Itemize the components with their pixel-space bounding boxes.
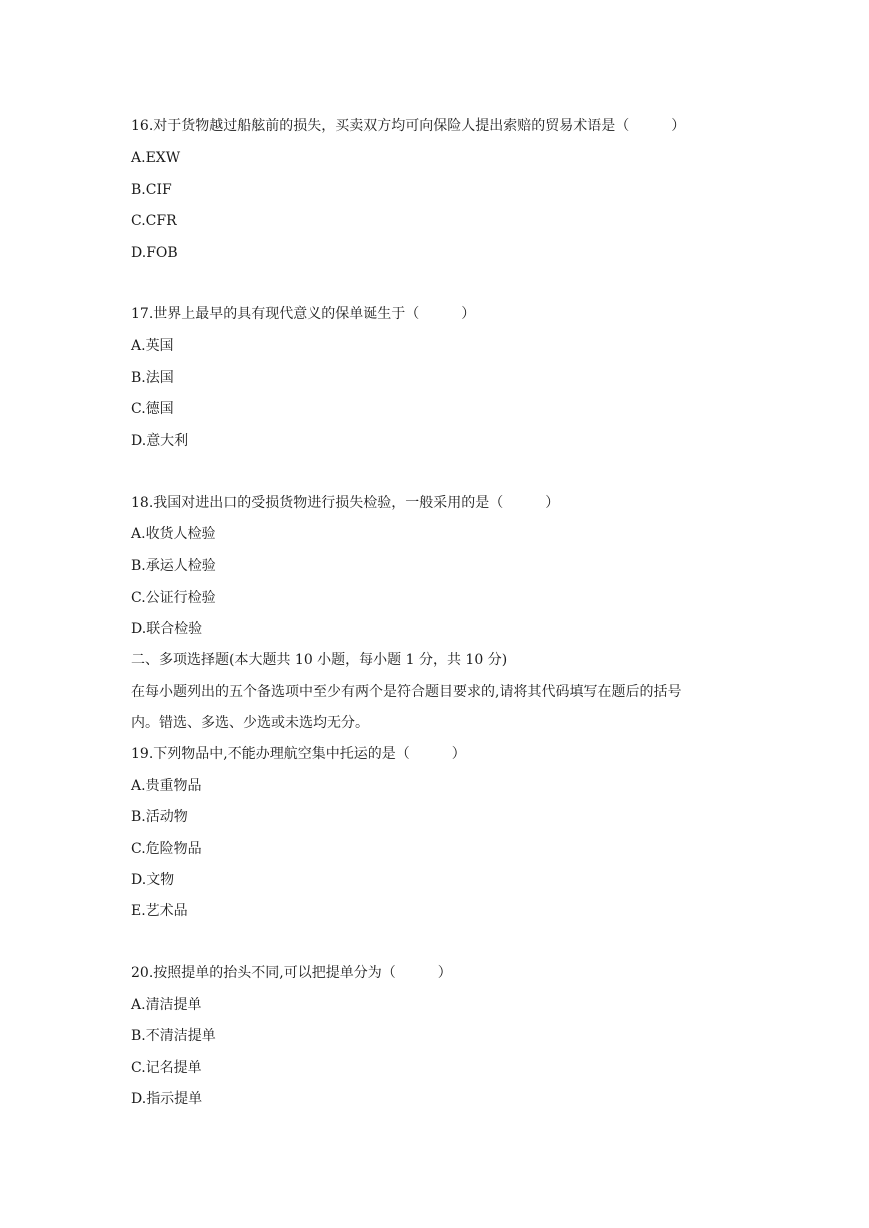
question-text: 下列物品中,不能办理航空集中托运的是（ xyxy=(153,746,410,762)
option-text: EXW xyxy=(145,150,181,166)
option-18-b xyxy=(131,557,216,575)
option-text: 德国 xyxy=(145,401,174,417)
section-heading: 二、多项选择题(本大题共 10 小题，每小题 1 分，共 10 分) xyxy=(131,652,508,668)
question-number: 19. xyxy=(131,746,154,762)
option-18-d xyxy=(131,620,202,638)
option-text: 英国 xyxy=(145,338,174,354)
section-instructions-line-1: 在每小题列出的五个备选项中至少有两个是符合题目要求的,请将其代码填写在题后的括号 xyxy=(131,684,682,700)
option-20-b xyxy=(131,1027,216,1045)
section-instructions-line-2: 内。错选、多选、少选或未选均无分。 xyxy=(131,715,369,731)
question-17-stem xyxy=(131,305,475,323)
option-17-c xyxy=(131,400,174,418)
option-19-d xyxy=(131,871,174,889)
option-letter: C. xyxy=(131,841,146,857)
option-letter: D. xyxy=(131,1091,147,1107)
option-letter: B. xyxy=(131,558,146,574)
question-number: 17. xyxy=(131,306,154,322)
option-letter: C. xyxy=(131,590,146,606)
option-text: 贵重物品 xyxy=(145,778,202,794)
blank-close: ） xyxy=(671,118,686,134)
option-letter: C. xyxy=(131,213,146,229)
question-number: 20. xyxy=(131,965,154,981)
option-letter: A. xyxy=(131,526,146,542)
option-letter: A. xyxy=(131,150,146,166)
option-text: 指示提单 xyxy=(146,1091,203,1107)
option-letter: B. xyxy=(131,182,146,198)
option-letter: D. xyxy=(131,245,147,261)
option-text: 活动物 xyxy=(145,809,188,825)
option-17-a xyxy=(131,337,174,355)
option-text: 意大利 xyxy=(146,433,189,449)
option-18-a xyxy=(131,525,216,543)
option-16-d xyxy=(131,244,178,262)
blank-close: ） xyxy=(461,306,476,322)
option-letter: A. xyxy=(131,338,146,354)
option-16-b xyxy=(131,181,172,199)
option-text: 法国 xyxy=(145,370,174,386)
option-18-c xyxy=(131,589,216,607)
option-20-c xyxy=(131,1059,202,1077)
question-20-stem xyxy=(131,964,452,982)
question-16-stem xyxy=(131,117,685,135)
question-text: 我国对进出口的受损货物进行损失检验，一般采用的是（ xyxy=(153,495,504,511)
option-text: 收货人检验 xyxy=(145,526,216,542)
option-text: 公证行检验 xyxy=(145,590,216,606)
option-20-d xyxy=(131,1090,202,1108)
option-19-e xyxy=(131,902,188,920)
option-17-b xyxy=(131,369,174,387)
question-19-stem xyxy=(131,745,466,763)
option-letter: B. xyxy=(131,1028,146,1044)
option-text: 记名提单 xyxy=(145,1060,202,1076)
option-text: 清洁提单 xyxy=(145,997,202,1013)
question-text: 世界上最早的具有现代意义的保单诞生于（ xyxy=(153,306,420,322)
option-letter: E. xyxy=(131,903,146,919)
option-letter: C. xyxy=(131,401,146,417)
option-letter: D. xyxy=(131,872,147,888)
option-text: CFR xyxy=(145,213,177,229)
option-text: 联合检验 xyxy=(146,621,203,637)
option-text: 危险物品 xyxy=(145,841,202,857)
option-16-c xyxy=(131,212,177,230)
question-number: 16. xyxy=(131,118,154,134)
blank-close: ） xyxy=(545,495,560,511)
option-19-b xyxy=(131,808,188,826)
option-text: CIF xyxy=(145,182,172,198)
option-text: 不清洁提单 xyxy=(145,1028,216,1044)
option-letter: A. xyxy=(131,778,146,794)
option-letter: B. xyxy=(131,370,146,386)
option-text: 文物 xyxy=(146,872,175,888)
option-text: 艺术品 xyxy=(145,903,188,919)
blank-close: ） xyxy=(437,965,452,981)
option-letter: D. xyxy=(131,433,147,449)
option-letter: D. xyxy=(131,621,147,637)
option-text: 承运人检验 xyxy=(145,558,216,574)
option-19-c xyxy=(131,840,202,858)
option-16-a xyxy=(131,149,180,167)
option-letter: A. xyxy=(131,997,146,1013)
question-number: 18. xyxy=(131,495,154,511)
question-text: 按照提单的抬头不同,可以把提单分为（ xyxy=(153,965,396,981)
question-18-stem xyxy=(131,494,559,512)
option-letter: C. xyxy=(131,1060,146,1076)
option-19-a xyxy=(131,777,202,795)
option-text: FOB xyxy=(146,245,178,261)
option-17-d xyxy=(131,432,188,450)
option-20-a xyxy=(131,996,202,1014)
blank-close: ） xyxy=(451,746,466,762)
question-text: 对于货物越过船舷前的损失，买卖双方均可向保险人提出索赔的贸易术语是（ xyxy=(153,118,630,134)
option-letter: B. xyxy=(131,809,146,825)
